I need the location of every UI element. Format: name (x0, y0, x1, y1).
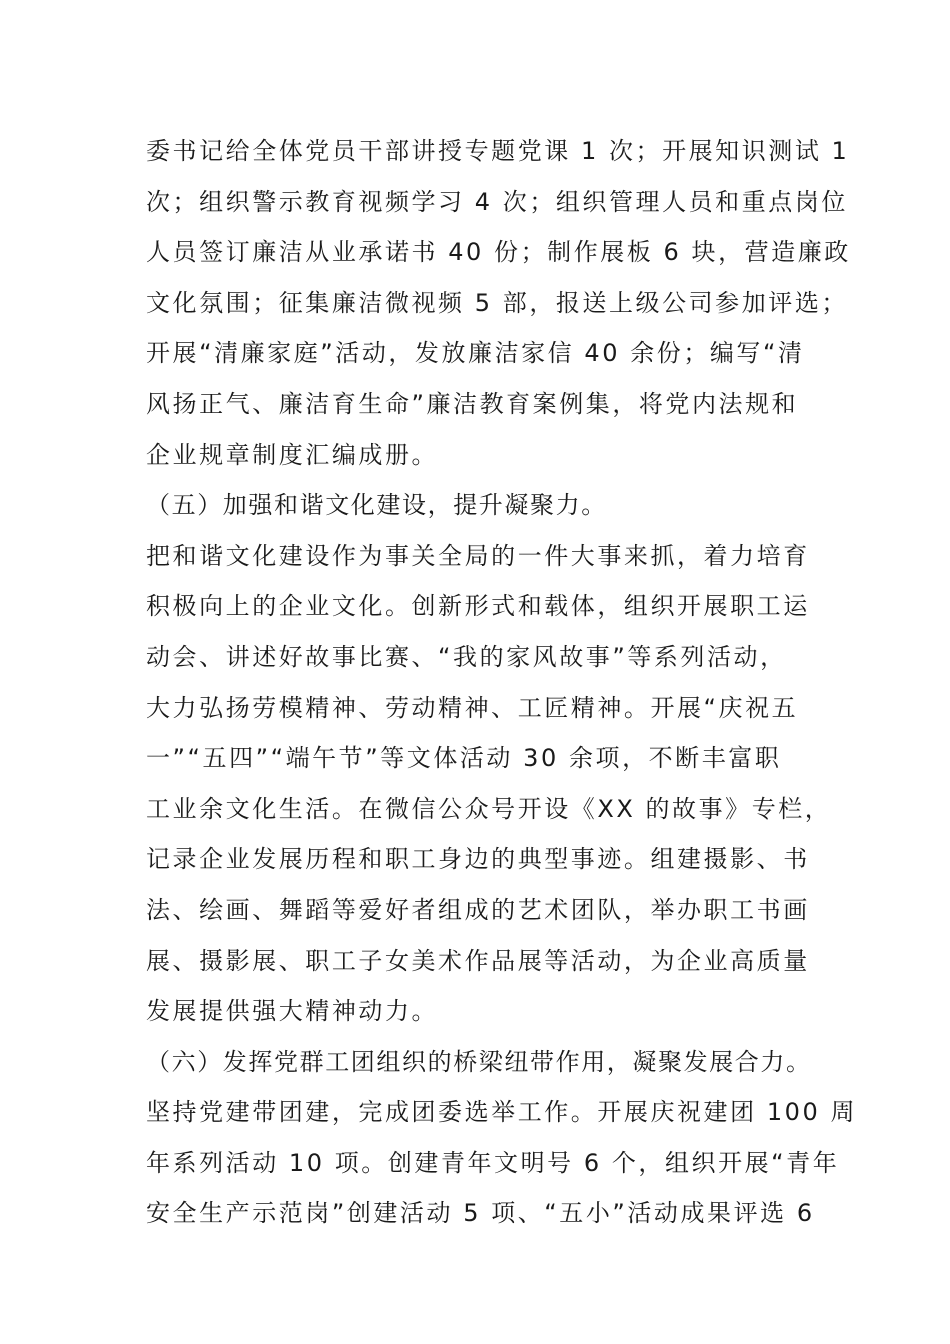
text-line: 把和谐文化建设作为事关全局的一件大事来抓，着力培育 (146, 541, 810, 570)
text-line: 人员签订廉洁从业承诺书 40 份；制作展板 6 块，营造廉政 (146, 238, 851, 267)
text-line: 企业规章制度汇编成册。 (146, 440, 439, 469)
text-line: 风扬正气、廉洁育生命”廉洁教育案例集，将党内法规和 (146, 389, 799, 418)
text-line: 展、摄影展、职工子女美术作品展等活动，为企业高质量 (146, 946, 810, 975)
text-line: 文化氛围；征集廉洁微视频 5 部，报送上级公司参加评选； (146, 288, 848, 317)
text-line: 记录企业发展历程和职工身边的典型事迹。组建摄影、书 (146, 845, 810, 874)
text-line: 坚持党建带团建，完成团委选举工作。开展庆祝建团 100 周 (146, 1098, 858, 1127)
paragraph-harmonious-culture (146, 531, 832, 1037)
text-line: 次；组织警示教育视频学习 4 次；组织管理人员和重点岗位 (146, 187, 848, 216)
paragraph-party-mass-organizations (146, 1087, 858, 1239)
text-line: 委书记给全体党员干部讲授专题党课 1 次；开展知识测试 1 (146, 137, 850, 165)
text-line: 一”“五四”“端午节”等文体活动 30 余项，不断丰富职 (146, 744, 782, 773)
text-line: 安全生产示范岗”创建活动 5 项、“五小”活动成果评选 6 (146, 1199, 815, 1228)
section-heading-5: （五）加强和谐文化建设，提升凝聚力。 (146, 491, 607, 520)
text-line: 大力弘扬劳模精神、劳动精神、工匠精神。开展“庆祝五 (146, 693, 799, 722)
text-line: 动会、讲述好故事比赛、“我的家风故事”等系列活动， (146, 642, 787, 671)
text-line: 工业余文化生活。在微信公众号开设《XX 的故事》专栏， (146, 794, 832, 823)
text-line: 法、绘画、舞蹈等爱好者组成的艺术团队，举办职工书画 (146, 895, 810, 924)
text-line: 积极向上的企业文化。创新形式和载体，组织开展职工运 (146, 592, 810, 621)
section-heading-6: （六）发挥党群工团组织的桥梁纽带作用，凝聚发展合力。 (146, 1047, 812, 1076)
document-body (146, 126, 858, 1239)
text-line: 发展提供强大精神动力。 (146, 997, 439, 1026)
paragraph-discipline-education (146, 126, 851, 480)
text-line: 年系列活动 10 项。创建青年文明号 6 个，组织开展“青年 (146, 1148, 840, 1177)
text-line: 开展“清廉家庭”活动，发放廉洁家信 40 余份；编写“清 (146, 339, 805, 368)
